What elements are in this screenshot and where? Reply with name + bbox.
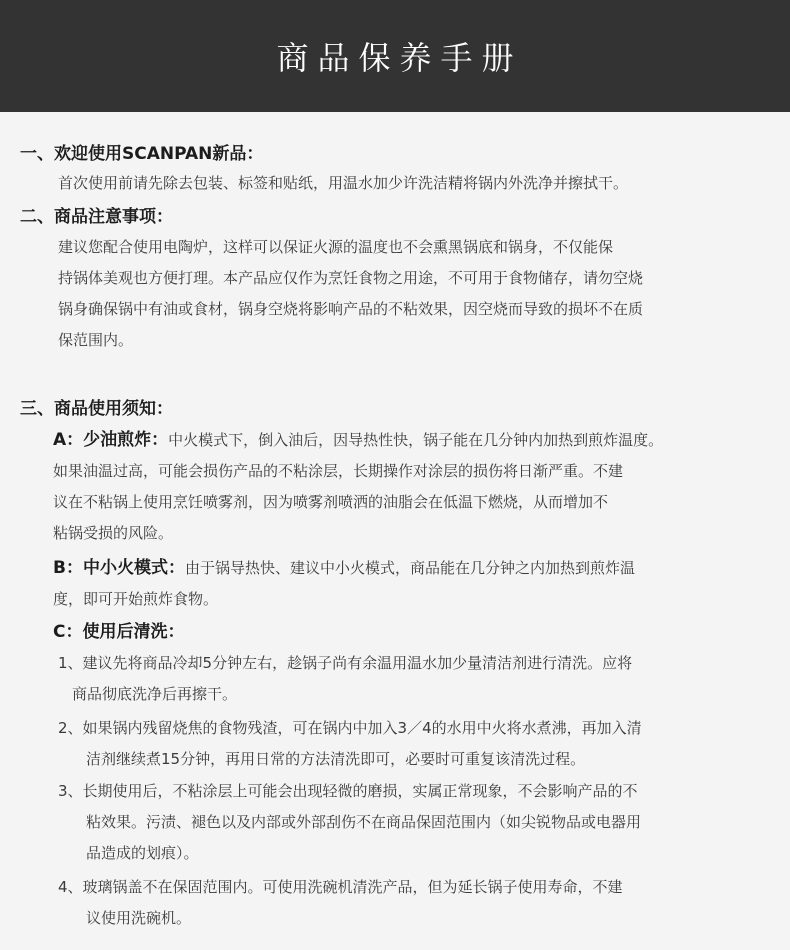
header-banner bbox=[0, 0, 790, 112]
subsection-a-line: 如果油温过高，可能会损伤产品的不粘涂层，长期操作对涂层的损伤将日渐严重。不建 bbox=[53, 462, 624, 480]
list-item-line: 洁剂继续煮15分钟，再用日常的方法清洗即可，必要时可重复该清洗过程。 bbox=[86, 750, 586, 768]
list-item-line: 粘效果。污渍、褪色以及内部或外部刮伤不在商品保固范围内（如尖锐物品或电器用 bbox=[86, 813, 642, 831]
section-2-line: 保范围内。 bbox=[58, 331, 134, 349]
section-1-line: 首次使用前请先除去包装、标签和贴纸，用温水加少许洗洁精将锅内外洗净并擦拭干。 bbox=[58, 174, 629, 192]
list-item-body bbox=[86, 903, 191, 934]
list-item-first-line: 玻璃锅盖不在保固范围内。可使用洗碗机清洗产品，但为延长锅子使用寿命，不建 bbox=[82, 878, 623, 896]
list-item-body bbox=[72, 679, 237, 710]
subsection-b-label: B：中小火模式： bbox=[53, 558, 185, 578]
list-item bbox=[58, 648, 632, 679]
subsection-a-first-line: 中火模式下，倒入油后，因导热性快，锅子能在几分钟内加热到煎炸温度。 bbox=[168, 431, 664, 449]
section-2-line: 锅身确保锅中有油或食材，锅身空烧将影响产品的不粘效果，因空烧而导致的损坏不在质 bbox=[58, 300, 644, 318]
list-item-number: 4、 bbox=[58, 878, 83, 896]
section-2-line: 持锅体美观也方便打理。本产品应仅作为烹饪食物之用途，不可用于食物储存，请勿空烧 bbox=[58, 269, 644, 287]
subsection-a-line: 粘锅受损的风险。 bbox=[53, 524, 174, 542]
list-item-body bbox=[86, 744, 585, 775]
subsection-a-body bbox=[53, 456, 623, 549]
list-item-first-line: 建议先将商品冷却5分钟左右，趁锅子尚有余温用温水加少量清洁剂进行清洗。应将 bbox=[82, 654, 633, 672]
list-item-body bbox=[86, 807, 641, 869]
subsection-c-label: C：使用后清洗： bbox=[53, 622, 185, 642]
list-item bbox=[58, 713, 642, 744]
list-item-number: 3、 bbox=[58, 782, 83, 800]
list-item-line: 品造成的划痕）。 bbox=[86, 844, 199, 862]
list-item-line: 议使用洗碗机。 bbox=[86, 909, 192, 927]
subsection-a bbox=[53, 425, 663, 456]
section-2-title: 二、商品注意事项： bbox=[20, 207, 173, 227]
section-2-body bbox=[58, 232, 643, 356]
subsection-b-body bbox=[53, 584, 218, 615]
subsection-a-line: 议在不粘锅上使用烹饪喷雾剂，因为喷雾剂喷洒的油脂会在低温下燃烧，从而增加不 bbox=[53, 493, 609, 511]
list-item-first-line: 长期使用后，不粘涂层上可能会出现轻微的磨损，实属正常现象，不会影响产品的不 bbox=[82, 782, 638, 800]
subsection-c bbox=[53, 617, 184, 648]
list-item bbox=[58, 872, 623, 903]
subsection-b bbox=[53, 553, 635, 584]
section-3-title: 三、商品使用须知： bbox=[20, 399, 173, 419]
section-2-line: 建议您配合使用电陶炉，这样可以保证火源的温度也不会熏黑锅底和锅身，不仅能保 bbox=[58, 238, 614, 256]
list-item-number: 2、 bbox=[58, 719, 83, 737]
section-1-title: 一、欢迎使用SCANPAN新品： bbox=[20, 144, 264, 164]
subsection-b-line: 度，即可开始煎炸食物。 bbox=[53, 590, 219, 608]
list-item-first-line: 如果锅内残留烧焦的食物残渣，可在锅内中加入3／4的水用中火将水煮沸，再加入清 bbox=[82, 719, 642, 737]
subsection-a-label: A：少油煎炸： bbox=[53, 430, 169, 450]
list-item-number: 1、 bbox=[58, 654, 83, 672]
subsection-b-first-line: 由于锅导热快、建议中小火模式，商品能在几分钟之内加热到煎炸温 bbox=[184, 559, 635, 577]
list-item bbox=[58, 776, 638, 807]
section-1-body bbox=[58, 168, 628, 199]
list-item-line: 商品彻底洗净后再擦干。 bbox=[72, 685, 238, 703]
page-title: 商品保养手册 bbox=[276, 39, 523, 77]
